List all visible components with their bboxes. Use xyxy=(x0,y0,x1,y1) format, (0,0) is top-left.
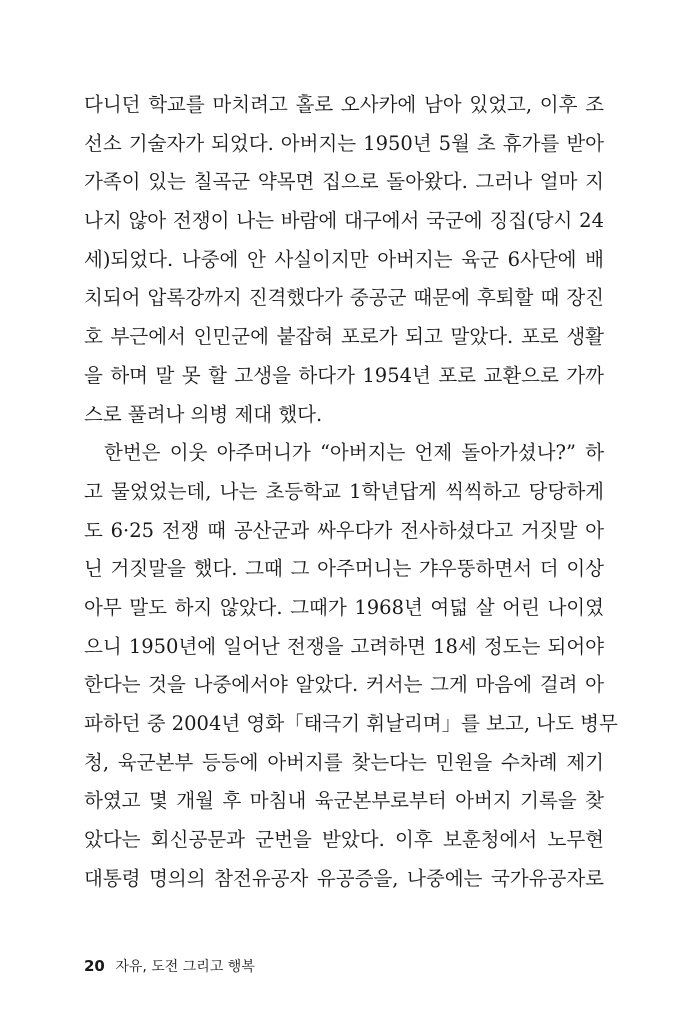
text-line: 으니 1950년에 일어난 전쟁을 고려하면 18세 정도는 되어야 xyxy=(84,634,604,658)
text-line: 호 부근에서 인민군에 붙잡혀 포로가 되고 말았다. 포로 생활 xyxy=(84,325,604,349)
text-line: 고 물었었는데, 나는 초등학교 1학년답게 씩씩하고 당당하게 xyxy=(84,479,604,503)
text-line: 선소 기술자가 되었다. 아버지는 1950년 5월 초 휴가를 받아 xyxy=(84,131,604,155)
page-footer xyxy=(84,956,255,976)
text-line: 하였고 몇 개월 후 마침내 육군본부로부터 아버지 기록을 찾 xyxy=(84,789,604,813)
text-line: 세)되었다. 나중에 안 사실이지만 아버지는 육군 6사단에 배 xyxy=(84,247,604,271)
text-line: 치되어 압록강까지 진격했다가 중공군 때문에 후퇴할 때 장진 xyxy=(84,286,604,310)
text-line: 다니던 학교를 마치려고 홀로 오사카에 남아 있었고, 이후 조 xyxy=(84,93,604,116)
text-line: 을 하며 말 못 할 고생을 하다가 1954년 포로 교환으로 가까 xyxy=(84,363,604,387)
text-line: 스로 풀려나 의병 제대 했다. xyxy=(84,402,323,426)
text-line: 도 6·25 전쟁 때 공산군과 싸우다가 전사하셨다고 거짓말 아 xyxy=(84,518,604,542)
text-line: 닌 거짓말을 했다. 그때 그 아주머니는 갸우뚱하면서 더 이상 xyxy=(84,557,604,581)
running-title: 자유, 도전 그리고 행복 xyxy=(115,959,255,975)
body-text xyxy=(84,86,618,898)
text-line: 나지 않아 전쟁이 나는 바람에 대구에서 국군에 징집(당시 24 xyxy=(84,209,604,233)
text-line: 았다는 회신공문과 군번을 받았다. 이후 보훈청에서 노무현 xyxy=(84,828,604,852)
text-line: 대통령 명의의 참전유공자 유공증을, 나중에는 국가유공자로 xyxy=(84,866,604,890)
text-line: 가족이 있는 칠곡군 약목면 집으로 돌아왔다. 그러나 얼마 지 xyxy=(84,170,604,194)
text-line: 한번은 이웃 아주머니가 “아버지는 언제 돌아가셨나?” 하 xyxy=(104,441,604,465)
text-line: 한다는 것을 나중에서야 알았다. 커서는 그게 마음에 걸려 아 xyxy=(84,673,604,697)
text-line: 청, 육군본부 등등에 아버지를 찾는다는 민원을 수차례 제기 xyxy=(84,750,604,774)
text-line: 파하던 중 2004년 영화「태극기 휘날리며」를 보고, 나도 병무 xyxy=(84,712,618,735)
text-line: 아무 말도 하지 않았다. 그때가 1968년 여덟 살 어린 나이였 xyxy=(84,595,604,619)
page-number: 20 xyxy=(84,957,105,975)
